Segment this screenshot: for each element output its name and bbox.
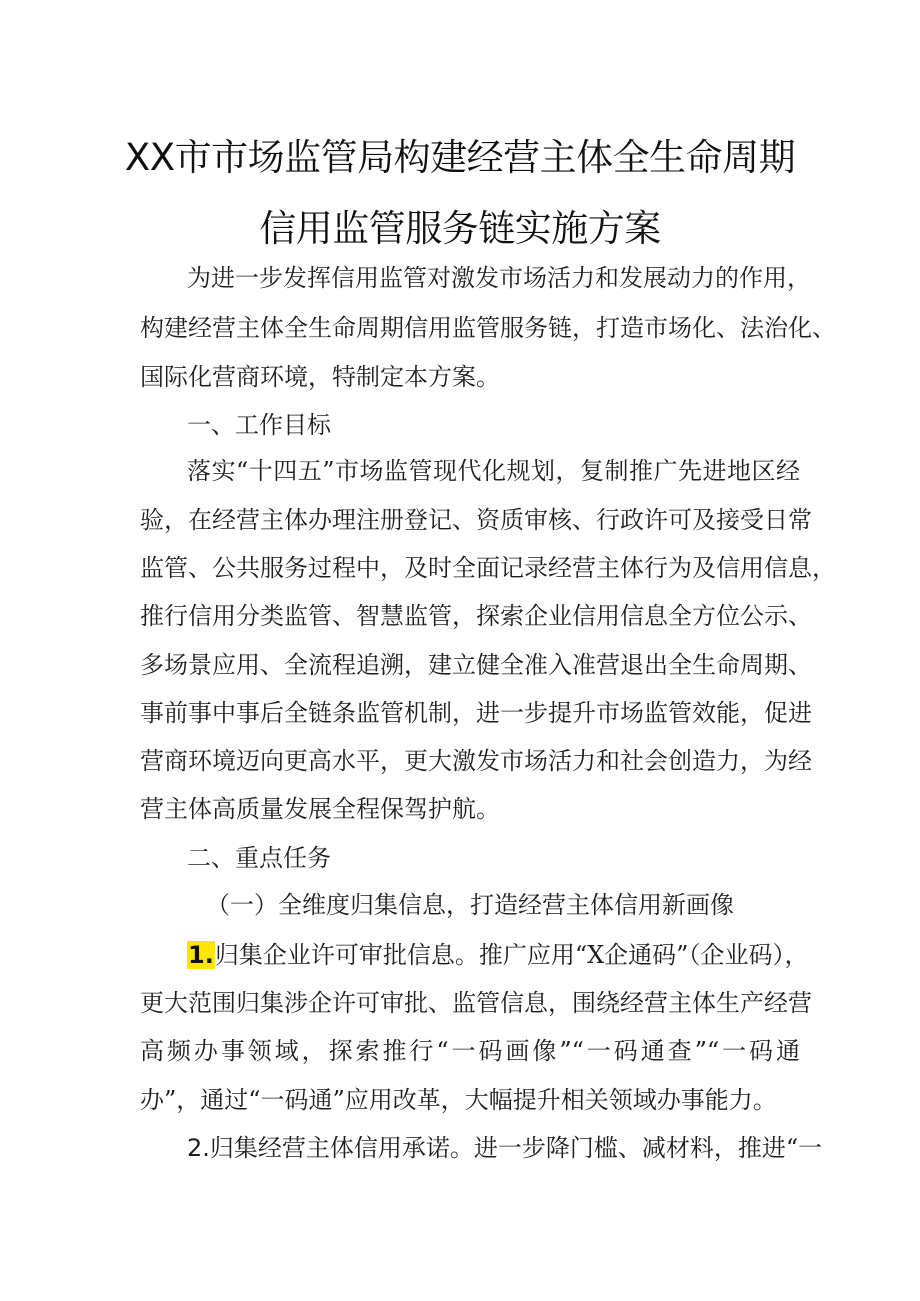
item-1-line-3: 高频办事领域，探索推行“一码画像”“一码通查”“一码通	[140, 1037, 800, 1065]
item-1-number-highlight: 1.	[188, 941, 214, 969]
document-title-line-1: XX市市场监管局构建经营主体全生命周期	[124, 136, 796, 179]
section-1-line-4: 推行信用分类监管、智慧监管，探索企业信用信息全方位公示、	[140, 602, 812, 630]
intro-line-2: 构建经营主体全生命周期信用监管服务链，打造市场化、法治化、	[140, 314, 836, 342]
intro-line-3: 国际化营商环境，特制定本方案。	[140, 363, 500, 391]
item-1-line-1	[187, 940, 809, 970]
section-1-line-7: 营商环境迈向更高水平，更大激发市场活力和社会创造力，为经	[140, 747, 812, 775]
section-1-line-6: 事前事中事后全链条监管机制，进一步提升市场监管效能，促进	[140, 699, 812, 727]
intro-line-1: 为进一步发挥信用监管对激发市场活力和发展动力的作用，	[187, 264, 811, 292]
section-1-line-8: 营主体高质量发展全程保驾护航。	[140, 795, 500, 823]
section-1-heading: 一、工作目标	[187, 411, 331, 439]
item-2-line-1-text: 归集经营主体信用承诺。进一步降门槛、减材料，推进“一	[209, 1134, 823, 1162]
item-1-line-1-text: 归集企业许可审批信息。推广应用“X企通码”（企业码），	[214, 941, 809, 969]
section-1-line-5: 多场景应用、全流程追溯，建立健全准入准营退出全生命周期、	[140, 651, 812, 679]
section-1-line-2: 验，在经营主体办理注册登记、资质审核、行政许可及接受日常	[140, 506, 812, 534]
item-1-line-4: 办”，通过“一码通”应用改革，大幅提升相关领域办事能力。	[140, 1086, 777, 1114]
item-2-number: 2.	[187, 1134, 210, 1162]
subsection-1-heading: （一）全维度归集信息，打造经营主体信用新画像	[206, 891, 734, 919]
section-1-line-1: 落实“十四五”市场监管现代化规划，复制推广先进地区经	[187, 457, 800, 485]
item-1-line-2: 更大范围归集涉企许可审批、监管信息，围绕经营主体生产经营	[140, 989, 812, 1017]
document-title-line-2: 信用监管服务链实施方案	[259, 207, 661, 250]
item-2-line-1	[187, 1133, 823, 1163]
section-1-line-3: 监管、公共服务过程中，及时全面记录经营主体行为及信用信息，	[140, 554, 836, 582]
section-2-heading: 二、重点任务	[187, 844, 331, 872]
